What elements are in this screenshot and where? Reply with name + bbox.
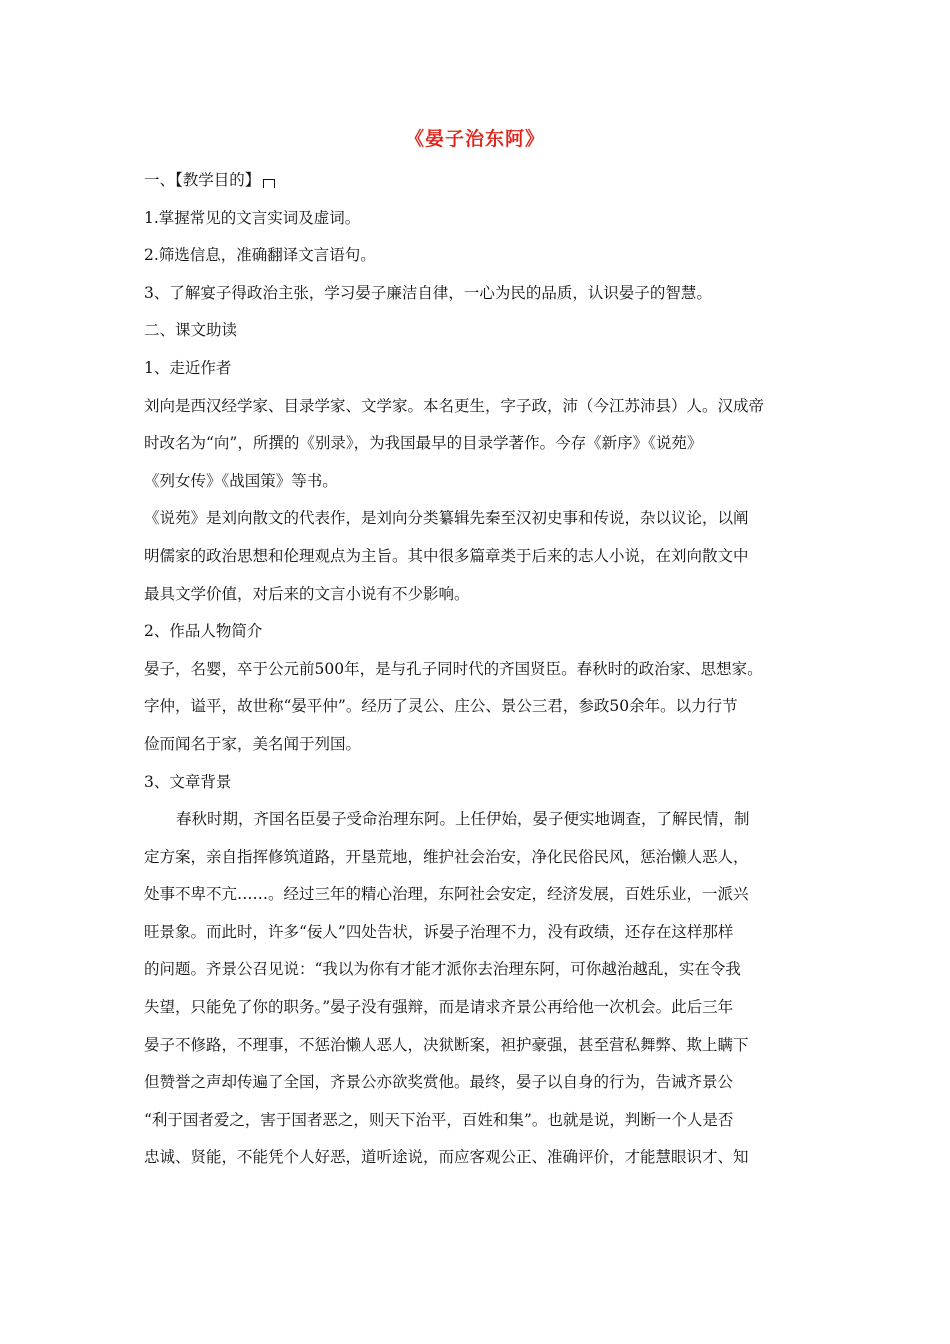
- paragraph-line: 春秋时期，齐国名臣晏子受命治理东阿。上任伊始，晏子便实地调查，了解民情，制: [176, 810, 750, 829]
- paragraph-line: 定方案，亲自指挥修筑道路，开垦荒地，维护社会治安，净化民俗民风，惩治懒人恶人，: [144, 847, 749, 866]
- subheading-background: 3、文章背景: [144, 772, 232, 791]
- paragraph-line: “利于国者爱之，害于国者恶之，则天下治平，百姓和集”。也就是说，判断一个人是否: [144, 1110, 734, 1129]
- document-body: [144, 162, 812, 1177]
- document-title: 《晏子治东阿》: [404, 128, 545, 150]
- paragraph-line: 晏子，名婴，卒于公元前500年，是与孔子同时代的齐国贤臣。春秋时的政治家、思想家。: [144, 659, 763, 678]
- list-item: 1.掌握常见的文言实词及虚词。: [144, 208, 361, 227]
- list-item: 3、了解宴子得政治主张，学习晏子廉洁自律，一心为民的品质，认识晏子的智慧。: [144, 283, 712, 302]
- paragraph-line: 字仲，谥平，故世称“晏平仲”。经历了灵公、庄公、景公三君，参政50余年。以力行节: [144, 697, 738, 716]
- subheading-character: 2、作品人物简介: [144, 622, 263, 641]
- subheading-author: 1、走近作者: [144, 358, 232, 377]
- text-cursor-icon: [263, 179, 275, 188]
- section-heading-objectives: [144, 162, 812, 200]
- paragraph-line: 但赞誉之声却传遍了全国，齐景公亦欲奖赏他。最终，晏子以自身的行为，告诫齐景公: [144, 1073, 734, 1092]
- paragraph-line: 时改名为“向”，所撰的《别录》，为我国最早的目录学著作。今存《新序》《说苑》: [144, 434, 703, 453]
- paragraph-line: 明儒家的政治思想和伦理观点为主旨。其中很多篇章类于后来的志人小说，在刘向散文中: [144, 546, 749, 565]
- paragraph-line: 的问题。齐景公召见说：“我以为你有才能才派你去治理东阿，可你越治越乱，实在令我: [144, 960, 741, 979]
- paragraph-line: 旺景象。而此时，许多“佞人”四处告状，诉晏子治理不力，没有政绩，还存在这样那样: [144, 922, 734, 941]
- paragraph-line: 失望，只能免了你的职务。”晏子没有强辩，而是请求齐景公再给他一次机会。此后三年: [144, 998, 734, 1017]
- line-text: 一、【教学目的】: [144, 171, 261, 189]
- paragraph-line: 《列女传》《战国策》等书。: [144, 471, 338, 490]
- paragraph-line: 刘向是西汉经学家、目录学家、文学家。本名更生，字子政，沛（今江苏沛县）人。汉成帝: [144, 396, 765, 415]
- list-item: 2.筛选信息，准确翻译文言语句。: [144, 246, 376, 265]
- paragraph-line: 《说苑》是刘向散文的代表作，是刘向分类纂辑先秦至汉初史事和传说，杂以议论，以阐: [144, 509, 749, 528]
- paragraph-line: 晏子不修路，不理事，不惩治懒人恶人，决狱断案，袒护豪强，甚至营私舞弊、欺上瞒下: [144, 1035, 749, 1054]
- paragraph-line: 处事不卑不亢……。经过三年的精心治理，东阿社会安定，经济发展，百姓乐业，一派兴: [144, 885, 749, 904]
- section-heading-reading: 二、课文助读: [144, 321, 238, 340]
- paragraph-line: 忠诚、贤能，不能凭个人好恶，道听途说，而应客观公正、准确评价，才能慧眼识才、知: [144, 1148, 749, 1167]
- paragraph-line: 俭而闻名于家，美名闻于列国。: [144, 734, 362, 753]
- paragraph-line: 最具文学价值，对后来的文言小说有不少影响。: [144, 584, 470, 603]
